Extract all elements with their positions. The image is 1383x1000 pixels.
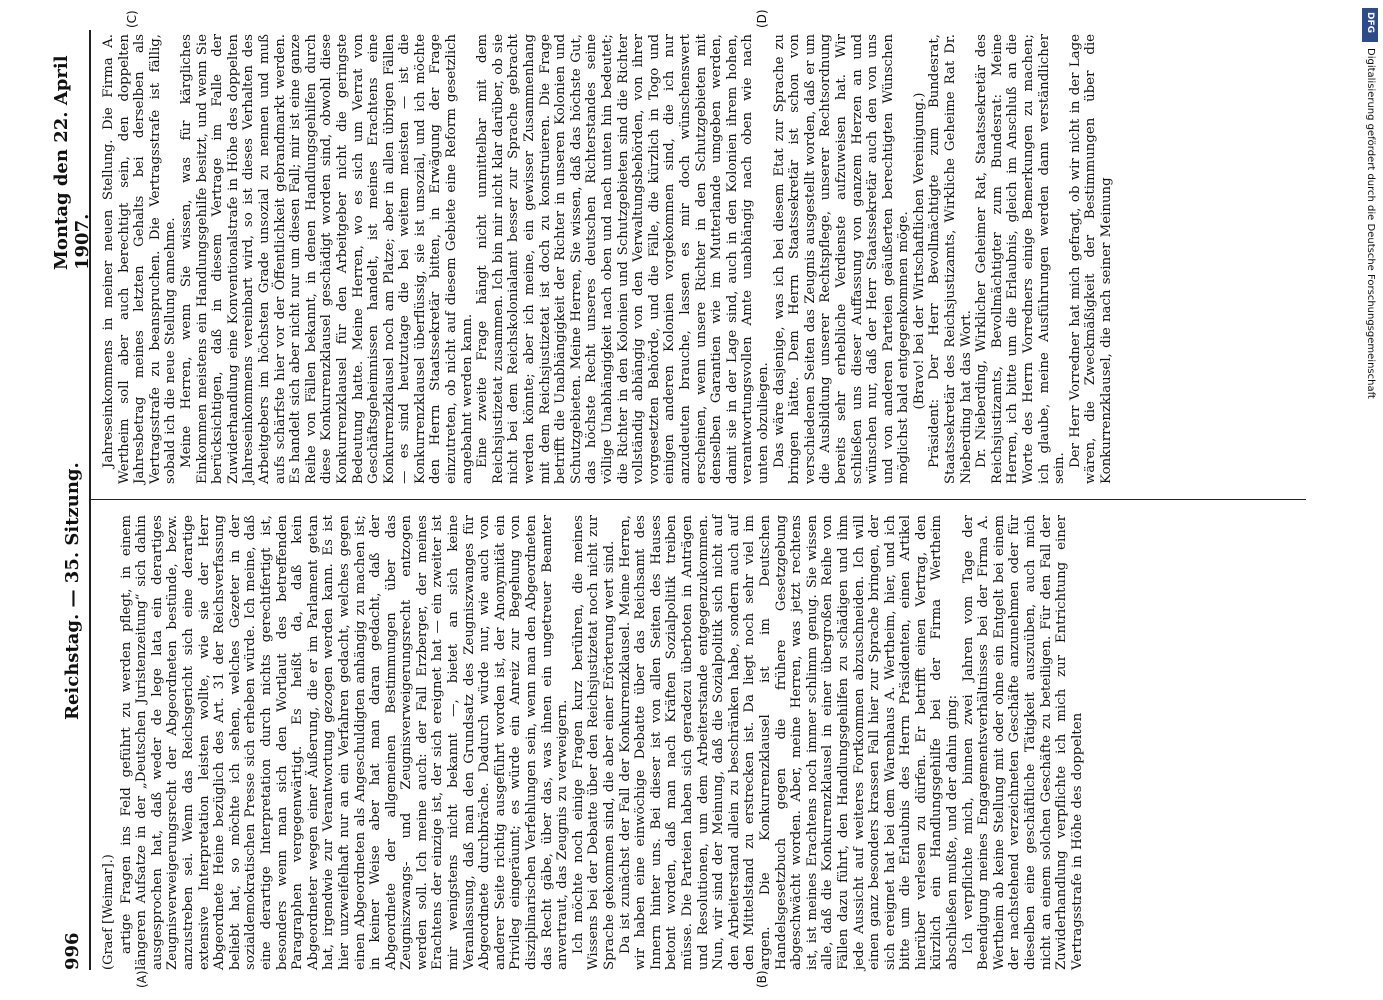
right-column: [101, 34, 1115, 484]
margin-marker-c: (C): [125, 10, 139, 28]
applause-note: (Bravo! bei der Wirtschaftlichen Vereinigung.): [911, 92, 927, 410]
paragraph: Der Herr Vorredner hat mich gefragt, ob wir nicht in der Lage wären, die Zweckmäßigkeit der Bestimmungen über die Konkurrenzklausel, die nach seiner Meinung: [1067, 34, 1114, 484]
paragraph: Da ist zunächst der Fall der Konkurrenzklausel. Meine Herren, wir haben eine einwöchige Debatte über das Reichsamt des Innern hinter uns. Bei dieser ist von allen Seiten des Hauses betont worden, daß man nach Kräften Sozialpolitik treiben müsse. Die Parteien haben sich geradezu überboten in Anträgen und Resolutionen, um dem Arbeiterstande entgegenzukommen. Nun, wir sind der Meinung, daß die Sozialpolitik sich nicht auf den Arbeiterstand allein zu beschränken habe, sondern auch auf den Mittelstand zu erstrecken ist. Da liegt noch sehr viel im argen. Die Konkurrenzklausel ist im Deutschen Handelsgesetzbuch gegen die frühere Gesetzgebung abgeschwächt worden. Aber, meine Herren, was jetzt rechtens ist, ist meines Erachtens noch immer schlimm genug. Sie wissen alle, daß die Konkurrenzklausel in einer übergroßen Reihe von Fällen dazu führt, den Handlungsgehilfen zu schädigen und ihm jede Aussicht auf weiteres Fortkommen abzuschneiden. Ich will einen ganz besonders krassen Fall hier zur Sprache bringen, der sich ereignet hat bei dem Warenhaus A. Wertheim, hier, und ich bitte um die Erlaubnis des Herrn Präsidenten, einen Artikel hierüber verlesen zu dürfen. Er betrifft einen Vertrag, den kürzlich ein Handlungsgehilfe bei der Firma Wertheim abschließen mußte, und der dahin ging:: [617, 515, 961, 970]
margin-marker-a: (A): [135, 970, 149, 988]
left-column: [101, 515, 1085, 970]
paragraph: Meine Herren, wenn Sie wissen, was für kärgliches Einkommen meistens ein Handlungsgehilfe besitzt, und wenn Sie berücksichtigen, daß in diesem Vertrage im Falle der Zuwiderhandlung eine Konventionalstrafe in Höhe des doppelten Jahreseinkommens vereinbart wird, so ist dieses Verhalten des Arbeitgebers im höchsten Grade unsozial zu nennen und muß aufs schärfste hier vor der Öffentlichkeit gebrandmarkt werden. Es handelt sich aber nicht nur um diesen Fall; mir ist eine ganze Reihe von Fällen bekannt, in denen Handlungsgehilfen durch diese Konkurrenzklausel geschädigt worden sind, obwohl diese Konkurrenzklausel für den Arbeitgeber nicht die geringste Bedeutung hatte. Meine Herren, wo es sich um Verrat von Geschäftsgeheimnissen handelt, ist meines Erachtens eine Konkurrenzklausel noch am Platze; aber in allen übrigen Fällen — es sind heutzutage die bei weitem meisten — ist die Konkurrenzklausel überflüssig, sie ist unsozial, und ich möchte den Herrn Staatssekretär bitten, in Erwägung der Frage einzutreten, ob nicht auf diesem Gebiete eine Reform gesetzlich angebahnt werden kann.: [178, 34, 475, 484]
quoted-contract: Ich verpflichte mich, binnen zwei Jahren vom Tage der Beendigung meines Engagementsverhältnisses bei der Firma A. Wertheim ab keine Stellung mit oder ohne ein Entgelt bei einem der nachstehend verzeichneten Geschäfte anzunehmen oder für dieselben eine geschäftliche Tätigkeit auszuüben, auch mich nicht an einem solchen Geschäfte zu beteiligen. Für den Fall der Zuwiderhandlung verpflichte ich mich zur Entrichtung einer Vertragsstrafe in Höhe des doppelten: [960, 515, 1085, 970]
credit-text: Digitalisierung gefördert durch die Deutsche Forschungsgemeinschaft: [1365, 48, 1376, 399]
dfg-logo: DFG: [1362, 8, 1378, 42]
page-number: 996: [61, 932, 83, 970]
page-header: [51, 30, 93, 970]
paragraph: Das wäre dasjenige, was ich bei diesem Etat zur Sprache zu bringen hätte. Dem Herrn Staatssekretär ist schon von verschiedenen Seiten das Zeugnis ausgestellt worden, daß er um die Ausbildung unserer Rechtspflege, unserer Rechtsordnung bereits sehr erhebliche Verdienste aufzuweisen hat. Wir schließen uns dieser Auffassung von ganzem Herzen an und wünschen nur, daß der Herr Staatssekretär auch den von uns und von anderen Parteien geäußerten berechtigten Wünschen möglichst bald entgegenkommen möge.: [771, 34, 912, 484]
president-statement: Präsident: Der Herr Bevollmächtigte zum Bundesrat, Staatssekretär des Reichsjustizamts, Wirkliche Geheime Rat Dr. Nieberding hat das Wort.: [927, 34, 974, 484]
column-divider: [91, 499, 1306, 500]
left-running-title: Reichstag. — 35. Sitzung.: [61, 462, 83, 720]
right-running-title: Montag den 22. April 1907.: [51, 55, 93, 270]
quoted-contract-end: Jahreseinkommens in meiner neuen Stellung. Die Firma A. Wertheim soll aber auch berechtigt sein, den doppelten Jahresbetrag meines letzten Gehalts bei derselben als Vertragsstrafe zu beanspruchen. Die Vertragsstrafe ist fällig, sobald ich die neue Stellung annehme.: [101, 34, 179, 484]
paragraph: Ich möchte noch einige Fragen kurz berühren, die meines Wissens bei der Debatte über den Reichsjustizetat noch nicht zur Sprache gekommen sind, die aber einer Erörterung wert sind.: [570, 515, 617, 970]
margin-marker-b: (B): [755, 970, 769, 988]
paragraph: Eine zweite Frage hängt nicht unmittelbar mit dem Reichsjustizetat zusammen. Ich bin mir nicht klar darüber, ob sie nicht bei dem Reichskolonialamt besser zur Sprache gebracht werden könnte; aber ich meine, ein gewisser Zusammenhang mit dem Reichsjustizetat ist doch zu konstruieren. Die Frage betrifft die Unabhängigkeit der Richter in unseren Kolonien und Schutzgebieten. Meine Herren, Sie wissen, daß das höchste Gut, das höchste Recht unseres deutschen Richterstandes seine völlige Unabhängigkeit nach oben und nach unten hin bedeutet; die Richter in den Kolonien und Schutzgebieten sind die Richter vollständig abhängig von den Verwaltungsbehörden, von ihrer vorgesetzten Behörde, und die Fälle, die kürzlich in Togo und einigen anderen Kolonien vorgekommen sind, die ich nur anzudeuten brauche, lassen es mir doch wünschenswert erscheinen, wenn unsere Richter in den Schutzgebieten mit denselben Garantien wie im Mutterlande umgeben werden, damit sie in der Lage sind, auch in den Kolonien ihrem hohen, verantwortungsvollen Amte unabhängig nach oben wie nach unten obzuliegen.: [475, 34, 771, 484]
margin-marker-d: (D): [755, 9, 769, 28]
speaker-statement: Dr. Nieberding, Wirklicher Geheimer Rat, Staatssekretär des Reichsjustizamts, Bevollmächtigter zum Bundesrat: Meine Herren, ich bitte um die Erlaubnis, gleich im Anschluß an die Worte des Herrn Vorredners einige Bemerkungen zu machen; ich glaube, meine Ausführungen werden dann verständlicher sein.: [974, 34, 1068, 484]
speaker-continuation: (Graef [Weimar].): [101, 854, 116, 970]
paragraph: artige Fragen ins Feld geführt zu werden pflegt, in einem längeren Aufsatze in der „Deutschen Juristenzeitung“ sich dahin ausgesprochen hat, daß weder de lege lata ein derartiges Zeugnisverweigerungsrecht der Abgeordneten bestünde, bezw. anzustreben sei. Wenn das Reichsgericht sich eine derartige extensive Interpretation leisten wollte, wie sie der Herr Abgeordnete Heine bezüglich des Art. 31 der Reichsverfassung beliebt hat, so möchte ich sehen, welches Gezeter in der sozialdemokratischen Presse sich erheben würde. Ich meine, daß eine derartige Interpretation durch nichts gerechtfertigt ist, besonders wenn man sich den Wortlaut des betreffenden Paragraphen vergegenwärtigt. Es heißt da, daß kein Abgeordneter wegen einer Äußerung, die er im Parlament getan hat, irgendwie zur Verantwortung gezogen werden kann. Es ist hier unzweifelhaft nur an ein Verfahren gedacht, welches gegen einen Abgeordneten als Angeschuldigten anhängig zu machen ist; in keiner Weise aber hat man daran gedacht, daß der Abgeordnete der allgemeinen Bestimmungen über das Zeugniszwangs- und Zeugnisverweigerungsrecht entzogen werden soll. Ich meine auch: der Fall Erzberger, der meines Erachtens der einzige ist, der sich ereignet hat — ein zweiter ist mir wenigstens nicht bekannt —, bietet an sich keine Veranlassung, daß man den Grundsatz des Zeugniszwanges für Abgeordnete durchbräche. Dadurch würde nur, wie auch von anderer Seite richtig ausgeführt worden ist, der Anonymität ein Privileg eingeräumt; es würde ein Anreiz zur Begehung von disziplinarischen Verfehlungen sein, wenn man den Abgeordneten das Recht gäbe, über das, was ihnen ein ungetreuer Beamter anvertraut, das Zeugnis zu verweigern.: [118, 515, 571, 970]
digitization-credit: [1362, 8, 1378, 992]
rotated-page: [51, 9, 1315, 990]
